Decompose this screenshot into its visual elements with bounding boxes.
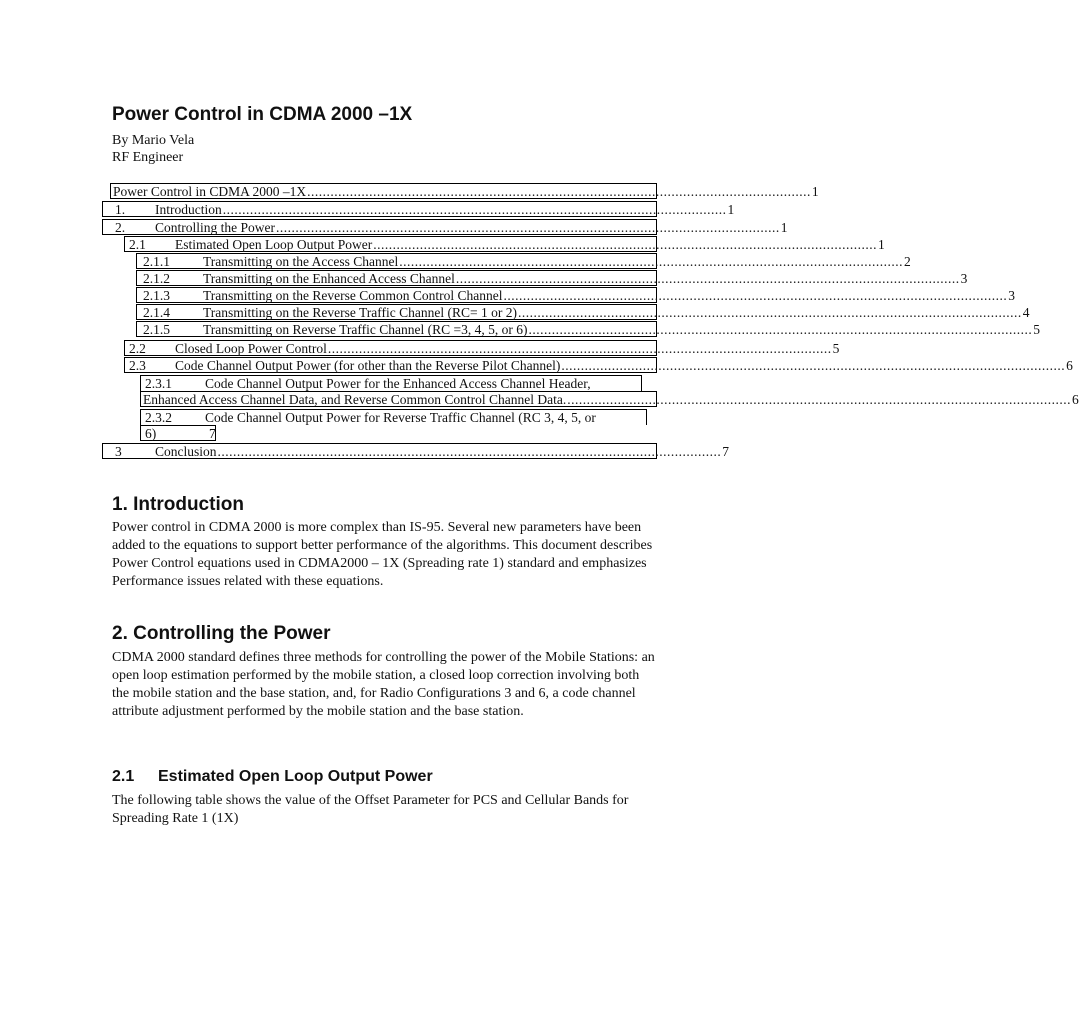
section-heading-introduction: 1. Introduction (112, 494, 244, 515)
toc-entry[interactable] (140, 425, 216, 441)
toc-entry-number: 2.1 (129, 237, 146, 252)
toc-entry[interactable] (102, 443, 730, 459)
toc-page-number: 3 (1008, 288, 1015, 303)
subsection-number: 2.1 (112, 768, 135, 785)
toc-page-number: 7 (209, 426, 216, 441)
toc-entry-number: 2.1.3 (143, 288, 170, 303)
toc-leader: .................................................................................................................................. (455, 271, 960, 286)
toc-page-number: 1 (727, 202, 735, 217)
toc-page-number: 2 (904, 254, 911, 269)
author-role: RF Engineer (112, 150, 184, 165)
toc-entry-text: Power Control in CDMA 2000 –1X (113, 184, 307, 199)
toc-leader: .................................................................................................................................. (373, 237, 877, 252)
introduction-paragraph: Power control in CDMA 2000 is more complex than IS-95. Several new parameters have been added to the equations to support better performance of the algorithms. This document describes Power Control equations used in CDMA2000 – 1X (Spreading rate 1) standard and emphasizes Performance issues related with these equations. (112, 520, 653, 589)
author-name: By Mario Vela (112, 133, 195, 148)
toc-leader: .................................................................................................................................. (517, 305, 1022, 320)
toc-page-number: 5 (832, 341, 840, 356)
toc-entry-text: Transmitting on the Reverse Traffic Channel (RC= 1 or 2) (203, 305, 517, 320)
toc-entry-number: 2.1.1 (143, 254, 170, 269)
section-heading-controlling-the-power: 2. Controlling the Power (112, 623, 331, 644)
toc-entry-text: Introduction (155, 202, 222, 217)
toc-entry-number: 1. (115, 202, 126, 217)
toc-leader: .................................................................................................................................. (561, 358, 1066, 373)
toc-entry[interactable] (136, 253, 911, 269)
toc-entry-text: Code Channel Output Power (for other than the Reverse Pilot Channel) (175, 358, 561, 373)
toc-entry[interactable] (136, 287, 1015, 303)
subsection-heading-open-loop (112, 768, 433, 786)
toc-leader: .................................................................................................................................. (327, 341, 832, 356)
toc-page-number: 1 (780, 220, 788, 235)
toc-entry-text: Transmitting on Reverse Traffic Channel (RC =3, 4, 5, or 6) (203, 322, 528, 337)
toc-page-number: 1 (811, 184, 819, 199)
toc-page-number: 1 (877, 237, 885, 252)
toc-entry[interactable] (124, 357, 1073, 373)
toc-entry[interactable] (102, 219, 788, 235)
subsection-title: Estimated Open Loop Output Power (158, 768, 433, 785)
toc-entry-number: 3 (115, 444, 122, 459)
toc-entry-text: Controlling the Power (155, 220, 275, 235)
toc-entry[interactable] (124, 236, 885, 252)
toc-entry[interactable] (124, 340, 840, 356)
toc-entry-text: Closed Loop Power Control (175, 341, 327, 356)
toc-leader: .................................................................................................................................. (222, 202, 727, 217)
toc-page-number: 6 (1066, 358, 1073, 373)
toc-entry-number: 2.3 (129, 358, 146, 373)
toc-entry-number: 6) (145, 426, 157, 441)
toc-entry-number: 2.2 (129, 341, 146, 356)
toc-entry[interactable] (140, 409, 647, 425)
toc-entry[interactable] (102, 201, 735, 217)
toc-entry[interactable] (140, 375, 642, 391)
toc-entry-number: 2. (115, 220, 126, 235)
toc-entry-text: Transmitting on the Reverse Common Control Channel (203, 288, 503, 303)
toc-entry-number: 2.3.1 (145, 376, 172, 391)
toc-entry[interactable] (110, 183, 819, 199)
toc-entry[interactable] (136, 321, 1040, 337)
document-title: Power Control in CDMA 2000 –1X (112, 104, 413, 125)
toc-entry-text: Conclusion (155, 444, 217, 459)
toc-page-number: 4 (1022, 305, 1030, 320)
toc-page-number: 6 (1072, 392, 1079, 407)
toc-entry-number: 2.3.2 (145, 410, 172, 425)
toc-page-number: 5 (1033, 322, 1040, 337)
toc-leader: .................................................................................................................................. (307, 184, 811, 199)
author-block (112, 132, 194, 166)
toc-leader: .................................................................................................................................. (528, 322, 1033, 337)
toc-entry-text: Code Channel Output Power for Reverse Traffic Channel (RC 3, 4, 5, or (205, 410, 596, 425)
toc-entry-number: 2.1.4 (143, 305, 170, 320)
toc-leader: .................................................................................................................................. (503, 288, 1008, 303)
toc-entry-text: Transmitting on the Enhanced Access Channel (203, 271, 455, 286)
toc-entry-text: Transmitting on the Access Channel (203, 254, 399, 269)
toc-leader: .................................................................................................................................. (399, 254, 903, 269)
toc-entry[interactable] (136, 270, 968, 286)
toc-entry-text: Code Channel Output Power for the Enhanced Access Channel Header, (205, 376, 591, 391)
toc-leader: .................................................................................................................................. (217, 444, 722, 459)
toc-entry-number: 2.1.5 (143, 322, 170, 337)
toc-page-number: 7 (722, 444, 730, 459)
toc-page-number: 3 (960, 271, 968, 286)
open-loop-paragraph: The following table shows the value of the Offset Parameter for PCS and Cellular Bands for Spreading Rate 1 (1X) (112, 793, 629, 826)
toc-entry[interactable] (140, 391, 1079, 407)
toc-leader: .................................................................................................................................. (567, 392, 1072, 407)
toc-leader: .................................................................................................................................. (276, 220, 780, 235)
toc-entry-text: Estimated Open Loop Output Power (175, 237, 373, 252)
toc-entry-number: 2.1.2 (143, 271, 170, 286)
toc-entry[interactable] (136, 304, 1030, 320)
toc-entry-text: Enhanced Access Channel Data, and Reverse Common Control Channel Data. (143, 392, 567, 407)
controlling-the-power-paragraph: CDMA 2000 standard defines three methods for controlling the power of the Mobile Stations: an open loop estimation performed by the mobile station, a closed loop correction involving both the mobile station and the base station, and, for Radio Configurations 3 and 6, a code channel attribute adjustment performed by the mobile station and the base station. (112, 650, 655, 719)
